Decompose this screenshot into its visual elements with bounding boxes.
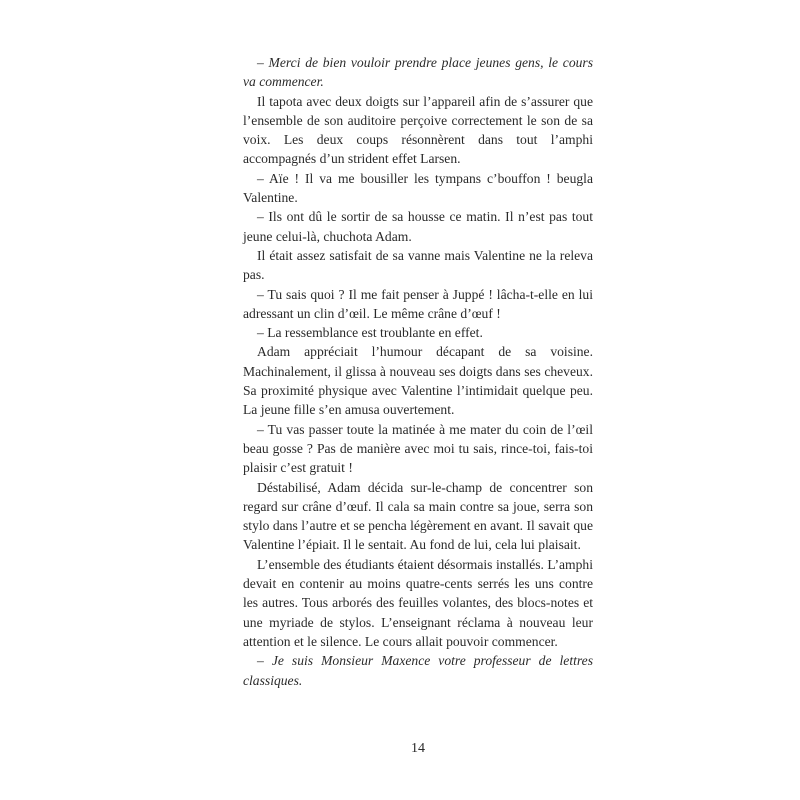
paragraph-1: – Merci de bien vouloir prendre place jeunes gens, le cours va commencer. [243,55,593,90]
paragraph-8: Adam appréciait l’humour décapant de sa voisine. Machinalement, il glissa à nouveau ses doigts dans ses cheveux. Sa proximité physique avec Valentine l’intimidait quelque peu. La jeune fille s’en amusa ouvertement. [243,344,593,418]
paragraph-7: – La ressemblance est troublante en effet. [257,325,483,341]
paragraph-5: Il était assez satisfait de sa vanne mais Valentine ne la releva pas. [243,247,593,283]
paragraph-3: – Aïe ! Il va me bousiller les tympans c’bouffon ! beugla Valentine. [243,170,593,206]
page-number: 14 [411,741,425,756]
paragraph-4: – Ils ont dû le sortir de sa housse ce matin. Il n’est pas tout jeune celui-là, chuchota Adam. [243,209,593,244]
paragraph-11: L’ensemble des étudiants étaient désormais installés. L’amphi devait en contenir au moins quatre-cents serrés les uns contre les autres. Tous arborés des feuilles volantes, des blocs-notes et une myriade de stylos. L’enseignant réclama à nouveau leur attention et le silence. Le cours allait pouvoir commencer. [243,556,593,649]
paragraph-10: Déstabilisé, Adam décida sur-le-champ de concentrer son regard sur crâne d’œuf. Il cala sa main contre sa joue, serra son stylo dans l’autre et se pencha légèrement en avant. Il savait que Valentine l’épiait. Il le sentait. Au fond de lui, cela lui plaisait. [243,479,593,553]
body-text [243,53,593,690]
paragraph-9: – Tu vas passer toute la matinée à me mater du coin de l’œil beau gosse ? Pas de manière avec moi tu sais, rince-toi, fais-toi plaisir c’est gratuit ! [243,421,593,476]
paragraph-6: – Tu sais quoi ? Il me fait penser à Juppé ! lâcha-t-elle en lui adressant un clin d’œil. Le même crâne d’œuf ! [243,286,593,321]
paragraph-2: Il tapota avec deux doigts sur l’appareil afin de s’assurer que l’ensemble de son auditoire perçoive correctement le son de sa voix. Les deux coups résonnèrent dans tout l’amphi accompagnés d’un strident effet Larsen. [243,93,593,167]
paragraph-12: – Je suis Monsieur Maxence votre professeur de lettres classiques. [243,653,593,688]
